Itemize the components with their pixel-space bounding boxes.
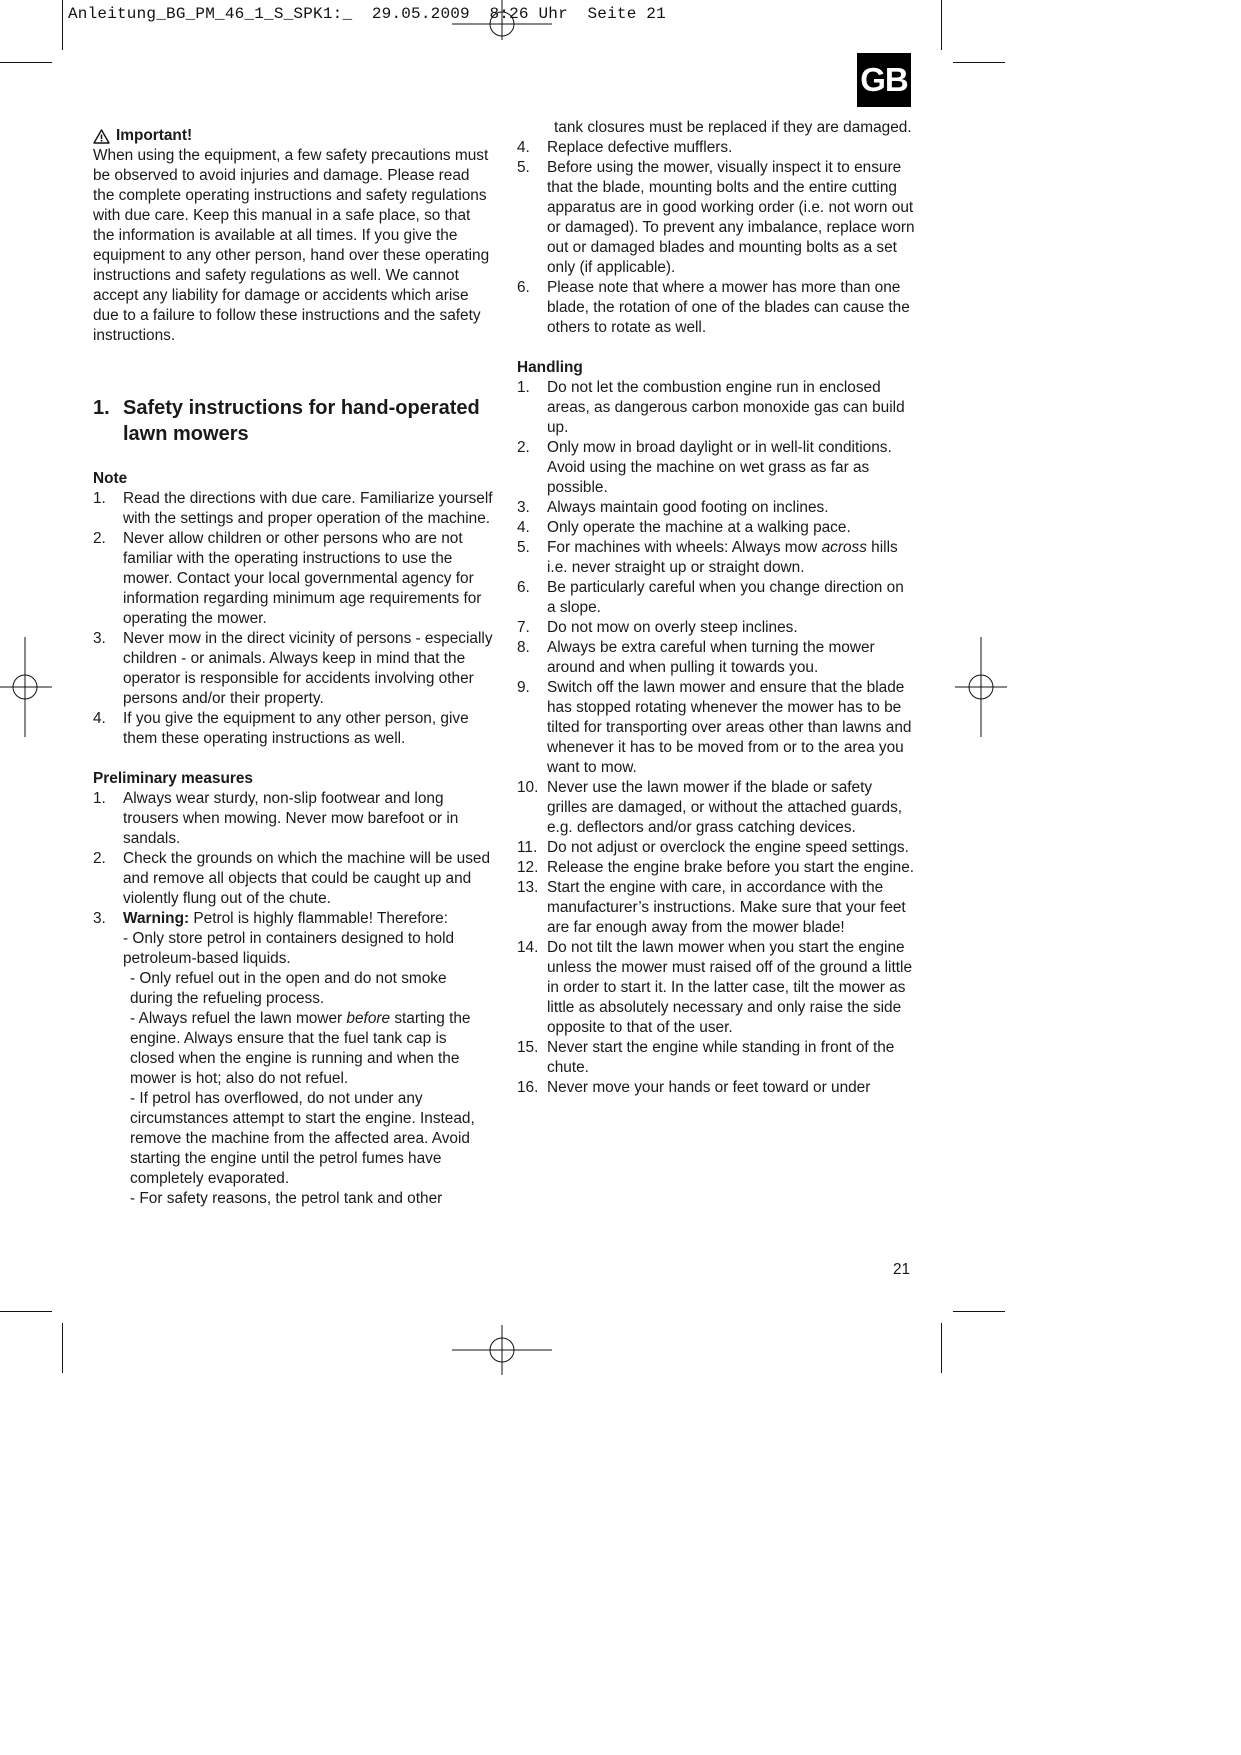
list-item: 1. Always wear sturdy, non-slip footwear and long trousers when mowing. Never mow barefoot or in sandals. <box>93 790 459 847</box>
list-item: 2. Check the grounds on which the machine will be used and remove all objects that could be caught up and violently flung out of the chute. <box>93 850 491 907</box>
list-item: 3. Warning: Petrol is highly flammable! Therefore: - Only store petrol in containers designed to hold petroleum-based liquids. - Only refuel out in the open and do not smoke during the refueling process. - Always refuel the lawn mower before starting the engine. Always ensure that the fuel tank cap is closed when the engine is running and when the mower is hot; also do not refuel. - If petrol has overflowed, do not under any circumstances attempt to start the engine. Instead, remove the machine from the affected area. Avoid starting the engine until the petrol fumes have completely evaporated. - For safety reasons, the petrol tank and other <box>93 910 475 1207</box>
list-item: 8. Always be extra careful when turning the mower around and when pulling it towards you. <box>517 639 875 676</box>
crop-mark <box>941 1323 942 1373</box>
crop-mark <box>62 1323 63 1373</box>
warning-triangle-icon <box>93 129 110 144</box>
right-column <box>517 118 915 1098</box>
warning-label: Warning: <box>123 910 190 927</box>
page-number: 21 <box>893 1261 911 1278</box>
list-item: 4. If you give the equipment to any other person, give them these operating instructions as well. <box>93 710 469 747</box>
list-item: 14. Do not tilt the lawn mower when you start the engine unless the mower must raised off of the ground a little in order to start it. In the latter case, tilt the mower as little as absolutely necessary and only raise the side opposite to that of the user. <box>517 939 913 1036</box>
list-item: 1. Read the directions with due care. Familiarize yourself with the settings and proper operation of the machine. <box>93 490 493 527</box>
list-item: 16. Never move your hands or feet toward or under <box>517 1079 871 1096</box>
list-item: 11. Do not adjust or overclock the engine speed settings. <box>517 839 909 856</box>
registration-mark-icon <box>0 637 52 737</box>
preliminary-heading: Preliminary measures <box>93 770 253 787</box>
section-title-text: Safety instructions for hand-operated lawn mowers <box>123 397 480 445</box>
list-item: 4. Replace defective mufflers. <box>517 139 733 156</box>
section-number: 1. <box>93 397 110 419</box>
registration-mark-icon <box>452 1325 552 1375</box>
list-item: 10. Never use the lawn mower if the blade or safety grilles are damaged, or without the attached guards, e.g. deflectors and/or grass catching devices. <box>517 779 903 836</box>
important-heading <box>93 126 493 146</box>
list-item: 6. Please note that where a mower has more than one blade, the rotation of one of the blades can cause the others to rotate as well. <box>517 279 910 336</box>
left-column <box>93 126 493 1209</box>
list-item: 9. Switch off the lawn mower and ensure that the blade has stopped rotating whenever the mower has to be tilted for transporting over areas other than lawns and whenever it has to be moved from or to the area you want to mow. <box>517 679 912 776</box>
list-item: 3. Never mow in the direct vicinity of persons - especially children - or animals. Always keep in mind that the operator is responsible for accidents involving other persons and/or their property. <box>93 630 493 707</box>
registration-mark-icon <box>955 637 1007 737</box>
printer-slug: Anleitung_BG_PM_46_1_S_SPK1:_ 29.05.2009 8:26 Uhr Seite 21 <box>68 5 666 23</box>
important-title: Important! <box>116 127 193 144</box>
note-heading: Note <box>93 470 128 487</box>
list-item: 5. Before using the mower, visually inspect it to ensure that the blade, mounting bolts and the entire cutting apparatus are in good working order (i.e. not worn out or damaged). To prevent any imbalance, replace worn out or damaged blades and mounting bolts as a set only (if applicable). <box>517 159 915 276</box>
preliminary-list-continued <box>517 138 915 338</box>
crop-mark <box>953 1311 1005 1312</box>
handling-list <box>517 378 915 1098</box>
list-item: 15. Never start the engine while standing in front of the chute. <box>517 1039 895 1076</box>
language-badge: GB <box>857 53 911 107</box>
crop-mark <box>0 62 52 63</box>
crop-mark <box>953 62 1005 63</box>
list-item: 2. Only mow in broad daylight or in well-lit conditions. Avoid using the machine on wet grass as far as possible. <box>517 439 892 496</box>
list-item: 7. Do not mow on overly steep inclines. <box>517 619 798 636</box>
list-item: 6. Be particularly careful when you change direction on a slope. <box>517 579 904 616</box>
list-item: 13. Start the engine with care, in accordance with the manufacturer’s instructions. Make sure that your feet are far enough away from the mower blade! <box>517 879 906 936</box>
preliminary-list <box>93 789 493 1209</box>
registration-mark-icon <box>452 0 552 40</box>
list-item: 12. Release the engine brake before you start the engine. <box>517 859 915 876</box>
list-item: 2. Never allow children or other persons who are not familiar with the operating instructions to use the mower. Contact your local governmental agency for information regarding minimum age requirements for operating the mower. <box>93 530 482 627</box>
crop-mark <box>0 1311 52 1312</box>
important-text: When using the equipment, a few safety precautions must be observed to avoid injuries and damage. Please read the complete operating instructions and safety regulations with due care. Keep this manual in a safe place, so that the information is available at all times. If you give the equipment to any other person, hand over these operating instructions and safety regulations as well. We cannot accept any liability for damage or accidents which arise due to a failure to follow these instructions and the safety instructions. <box>93 147 490 344</box>
note-list <box>93 489 493 749</box>
continued-text: tank closures must be replaced if they are damaged. <box>554 119 912 136</box>
section-title <box>93 395 493 447</box>
crop-mark <box>941 0 942 50</box>
handling-heading: Handling <box>517 359 583 376</box>
list-item: 5. For machines with wheels: Always mow across hills i.e. never straight up or straight down. <box>517 539 898 576</box>
list-item: 3. Always maintain good footing on inclines. <box>517 499 829 516</box>
crop-mark <box>62 0 63 50</box>
list-item: 1. Do not let the combustion engine run in enclosed areas, as dangerous carbon monoxide gas can build up. <box>517 379 905 436</box>
list-item: 4. Only operate the machine at a walking pace. <box>517 519 851 536</box>
